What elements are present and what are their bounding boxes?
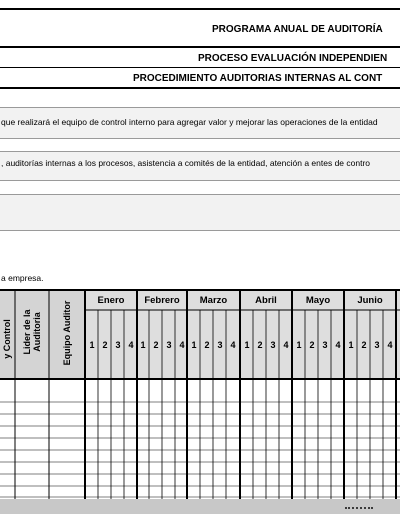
week-label: 2 [153,340,159,350]
month-april: Abril [255,295,277,306]
month-june: Junio [357,295,383,306]
procedure-title: PROCEDIMIENTO AUDITORIAS INTERNAS AL CONT [133,73,383,84]
company-text: a empresa. [1,273,44,283]
week-label: 3 [217,340,223,350]
week-label: 2 [257,340,263,350]
week-label: 4 [128,340,134,350]
week-label: 2 [102,340,108,350]
week-label: 3 [322,340,328,350]
schedule-grid [0,284,400,499]
week-label: 3 [374,340,380,350]
week-label: 1 [348,340,354,350]
week-label: 3 [166,340,172,350]
week-label: 2 [309,340,315,350]
week-label: 1 [191,340,197,350]
week-label: 1 [296,340,302,350]
week-label: 4 [387,340,393,350]
month-february: Febrero [144,295,180,306]
top-border [0,8,400,10]
process-divider [0,67,400,68]
month-march: Marzo [199,295,228,306]
week-label: 1 [244,340,250,350]
week-label: 1 [89,340,95,350]
week-label: 1 [140,340,146,350]
week-label: 4 [283,340,289,350]
title-divider [0,46,400,48]
week-label: 2 [204,340,210,350]
objective-text: que realizará el equipo de control interno para agregar valor y mejorar las operaciones de la entidad [1,117,378,127]
horizontal-scrollbar[interactable] [0,499,400,514]
scrollbar-grip-icon[interactable] [345,507,373,514]
control-column-header: y Control [2,319,12,359]
month-january: Enero [97,295,125,306]
week-label: 3 [115,340,121,350]
week-label: 4 [179,340,185,350]
week-label: 4 [335,340,341,350]
scope-text: , auditorías internas a los procesos, asistencia a comités de la entidad, atención a entes de contro [1,158,371,168]
procedure-divider [0,87,400,89]
process-title: PROCESO EVALUACIÓN INDEPENDIEN [198,53,388,64]
week-label: 4 [230,340,236,350]
week-label: 2 [361,340,367,350]
program-title: PROGRAMA ANUAL DE AUDITORÍA [212,24,383,35]
empty-band [0,194,400,231]
week-label: 3 [270,340,276,350]
leader-column-header: Lider de la Auditoria [22,309,42,355]
team-column-header: Equipo Auditor [62,300,72,366]
month-may: Mayo [305,295,331,306]
